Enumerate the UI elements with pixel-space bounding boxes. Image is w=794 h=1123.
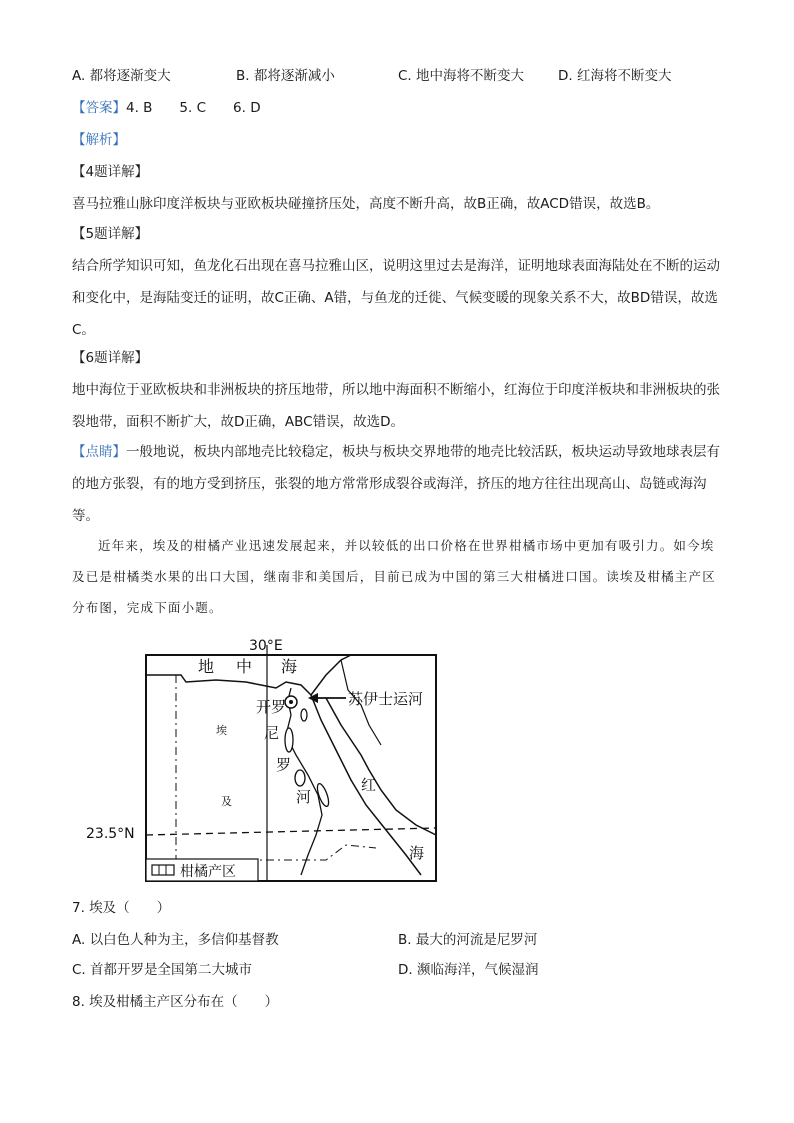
- q4-heading: 【4题详解】: [72, 164, 149, 180]
- option-c: C. 地中海将不断变大: [398, 68, 525, 84]
- egypt-label-1: 埃: [216, 724, 227, 737]
- cairo-label: 开罗: [256, 698, 287, 716]
- citrus-area-1: [285, 728, 293, 752]
- egypt-label-2: 及: [221, 795, 232, 808]
- nile-label-3: 河: [296, 788, 312, 806]
- citrus-area-2: [295, 770, 305, 786]
- legend-swatch: [152, 865, 174, 875]
- q6-heading: 【6题详解】: [72, 350, 149, 366]
- option-b: B. 都将逐渐减小: [236, 68, 335, 84]
- nile-label-1: 尼: [264, 724, 280, 742]
- q6-text: 地中海位于亚欧板块和非洲板块的挤压地带，所以地中海面积不断缩小，红海位于印度洋板块和非洲板块的张裂地带，面积不断扩大，故D正确，ABC错误，故选D。: [72, 382, 720, 430]
- q7-stem: 7. 埃及（ ）: [72, 900, 171, 916]
- q4-text: 喜马拉雅山脉印度洋板块与亚欧板块碰撞挤压处，高度不断升高，故B正确，故ACD错误，故选B。: [72, 196, 660, 212]
- lon-label: 30°E: [249, 638, 283, 654]
- tip-block: [72, 436, 722, 532]
- q7-option-a: A. 以白色人种为主，多信仰基督教: [72, 932, 279, 948]
- lat-label: 23.5°N: [86, 826, 135, 842]
- q7-option-b: B. 最大的河流是尼罗河: [398, 932, 538, 948]
- redsea-label-1: 红: [361, 776, 377, 794]
- q7-option-c: C. 首都开罗是全国第二大城市: [72, 962, 253, 978]
- med-label-3: 海: [281, 657, 298, 676]
- answer-row: [72, 98, 261, 118]
- q5-heading: 【5题详解】: [72, 226, 149, 242]
- legend-label: 柑橘产区: [180, 864, 236, 880]
- egypt-citrus-map: [86, 630, 446, 886]
- q7-option-d: D. 濒临海洋，气候湿润: [398, 962, 539, 978]
- redsea-label-2: 海: [409, 844, 425, 862]
- tip-text: 一般地说，板块内部地壳比较稳定，板块与板块交界地带的地壳比较活跃，板块运动导致地球表层有的地方张裂，有的地方受到挤压，张裂的地方常常形成裂谷或海洋，挤压的地方往往出现高山、岛链或海沟等。: [72, 444, 720, 524]
- intro-paragraph: 近年来，埃及的柑橘产业迅速发展起来，并以较低的出口价格在世界柑橘市场中更加有吸引力。如今埃及已是柑橘类水果的出口大国，继南非和美国后，目前已成为中国的第三大柑橘进口国。读埃及柑橘主产区分布图，完成下面小题。: [72, 538, 716, 615]
- suez-label: 苏伊士运河: [348, 690, 424, 708]
- answer-text: 4. B 5. C 6. D: [126, 100, 261, 116]
- nile-label-2: 罗: [276, 756, 292, 774]
- med-label-1: 地: [198, 657, 215, 676]
- med-label-2: 中: [236, 657, 253, 676]
- option-a: A. 都将逐渐变大: [72, 68, 171, 84]
- option-d: D. 红海将不断变大: [558, 68, 672, 84]
- q8-stem: 8. 埃及柑橘主产区分布在（ ）: [72, 994, 279, 1010]
- analysis-label: 【解析】: [72, 132, 126, 148]
- tip-label: 【点睛】: [72, 444, 126, 460]
- citrus-area-4: [301, 709, 307, 721]
- q5-text: 结合所学知识可知，鱼龙化石出现在喜马拉雅山区，说明这里过去是海洋，证明地球表面海陆处在不断的运动和变化中，是海陆变迁的证明，故C正确、A错，与鱼龙的迁徙、气候变暖的现象关系不大，故BD错误，故选C。: [72, 258, 720, 338]
- answer-label: 【答案】: [72, 100, 126, 116]
